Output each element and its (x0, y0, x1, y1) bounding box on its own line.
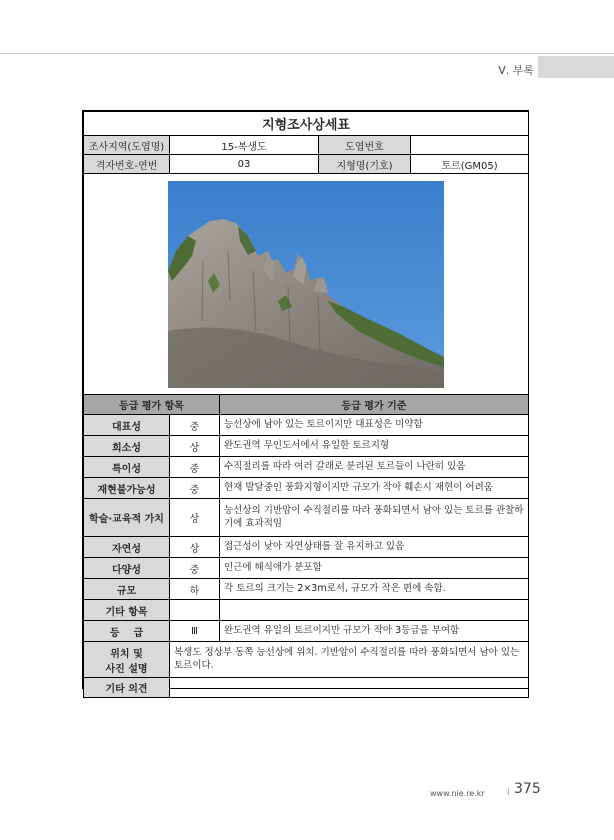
criteria-name: 자연성 (84, 537, 170, 558)
criteria-row (84, 579, 529, 600)
etc-value (170, 678, 529, 698)
criteria-row (84, 436, 529, 457)
criteria-desc: 각 토르의 크기는 2×3m로서, 규모가 작은 편에 속함. (220, 579, 529, 600)
criteria-name: 학술·교육적 가치 (84, 499, 170, 537)
criteria-grade (170, 600, 220, 621)
chapter-tab (538, 56, 614, 78)
location-label (84, 642, 170, 678)
criteria-name: 대표성 (84, 415, 170, 436)
region-label: 조사지역(도엽명) (84, 136, 170, 155)
criteria-grade: 상 (170, 537, 220, 558)
criteria-name: 재현불가능성 (84, 478, 170, 499)
page-number: 375 (514, 781, 541, 797)
location-label-line2: 사진 설명 (105, 663, 148, 675)
map-number-label: 도엽번호 (319, 136, 411, 155)
criteria-desc: 현재 발달중인 풍화지형이지만 규모가 작아 훼손시 재현이 어려움 (220, 478, 529, 499)
criteria-desc: 완도권역 유일의 토르이지만 규모가 작아 3등급을 부여함 (220, 621, 529, 642)
criteria-desc (220, 600, 529, 621)
criteria-name: 규모 (84, 579, 170, 600)
footer-separator: I (507, 788, 510, 798)
criteria-name: 기타 항목 (84, 600, 170, 621)
landform-value: 토르(GM05) (411, 155, 529, 174)
criteria-row (84, 457, 529, 478)
criteria-basis-header: 등급 평가 기준 (220, 395, 529, 415)
criteria-desc: 접근성이 낮아 자연상태를 잘 유지하고 있음 (220, 537, 529, 558)
map-number-value (411, 136, 529, 155)
header-rule (0, 53, 614, 54)
location-desc: 복생도 정상부 동쪽 능선상에 위치. 기반암이 수직절리를 따라 풍화되면서 남아 있는 토르이다. (170, 642, 529, 678)
region-value: 15-복생도 (170, 136, 319, 155)
chapter-title: Ⅴ. 부록 (498, 64, 534, 77)
criteria-row-grade (84, 621, 529, 642)
footer-url: www.nie.re.kr (430, 789, 485, 798)
criteria-row (84, 478, 529, 499)
criteria-grade: 중 (170, 558, 220, 579)
location-label-line1: 위치 및 (110, 648, 143, 660)
photo-cell (84, 174, 529, 395)
criteria-name: 다양성 (84, 558, 170, 579)
sheet-title: 지형조사상세표 (84, 112, 529, 136)
criteria-row (84, 415, 529, 436)
etc-label: 기타 의견 (84, 678, 170, 698)
location-row (84, 642, 529, 678)
grid-value: 03 (170, 155, 319, 174)
criteria-grade: 상 (170, 436, 220, 457)
grid-label: 격자번호-연번 (84, 155, 170, 174)
criteria-row (84, 537, 529, 558)
tor-photo (168, 181, 444, 388)
criteria-grade: 중 (170, 457, 220, 478)
survey-sheet (82, 110, 529, 695)
criteria-desc: 능선상의 기반암이 수직절리를 따라 풍화되면서 남아 있는 토르를 관찰하기에 효과적임 (220, 499, 529, 537)
criteria-desc: 능선상에 남아 있는 토르이지만 대표성은 미약함 (220, 415, 529, 436)
criteria-grade: Ⅲ (170, 621, 220, 642)
criteria-grade: 하 (170, 579, 220, 600)
criteria-name: 특이성 (84, 457, 170, 478)
survey-table (83, 111, 529, 698)
criteria-name: 등 급 (84, 621, 170, 642)
criteria-grade: 중 (170, 478, 220, 499)
etc-row (84, 678, 529, 698)
criteria-row (84, 600, 529, 621)
criteria-row (84, 499, 529, 537)
criteria-desc: 인근에 해식애가 분포함 (220, 558, 529, 579)
criteria-grade: 상 (170, 499, 220, 537)
criteria-desc: 수직절리를 따라 여러 갈래로 분리된 토르들이 나란히 있음 (220, 457, 529, 478)
criteria-name: 희소성 (84, 436, 170, 457)
criteria-item-header: 등급 평가 항목 (84, 395, 220, 415)
criteria-desc: 완도권역 무인도서에서 유일한 토르지형 (220, 436, 529, 457)
criteria-grade: 중 (170, 415, 220, 436)
criteria-row (84, 558, 529, 579)
landform-label: 지형명(기호) (319, 155, 411, 174)
